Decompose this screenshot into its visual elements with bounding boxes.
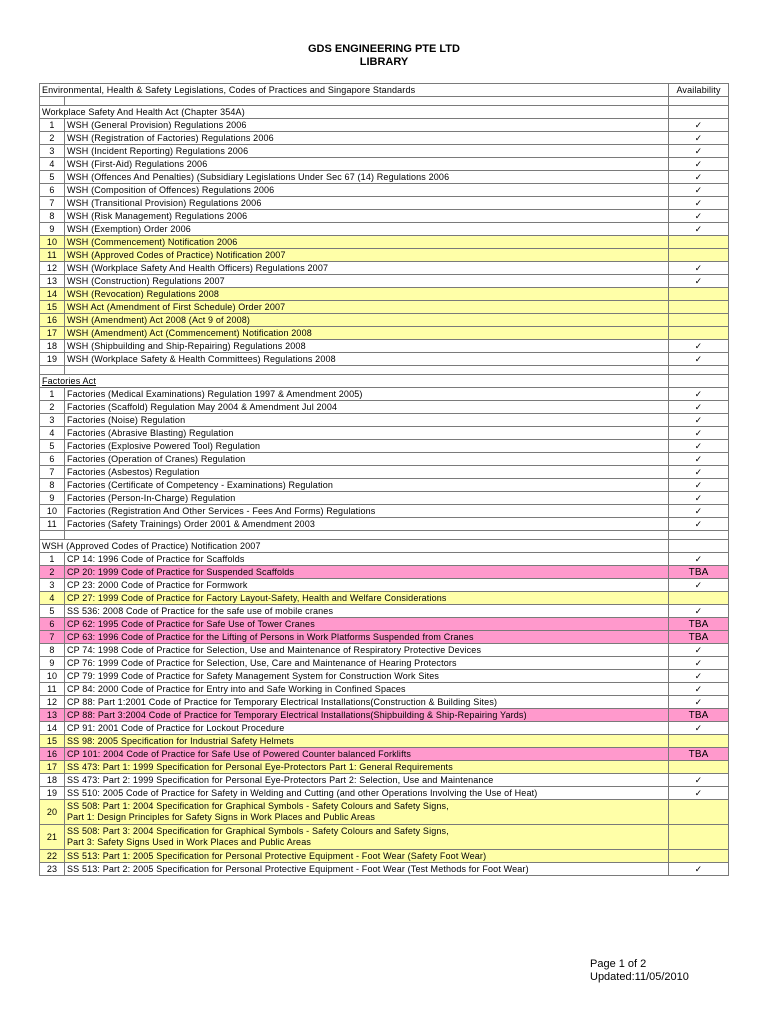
availability-check-icon: ✓: [669, 340, 729, 353]
row-description: WSH (Approved Codes of Practice) Notification 2007: [65, 249, 669, 262]
availability-tba: TBA: [669, 566, 729, 579]
table-row: [40, 505, 729, 518]
library-table: [39, 83, 729, 876]
availability-empty: [669, 288, 729, 301]
row-number: 18: [40, 340, 65, 353]
row-description: SS 510: 2005 Code of Practice for Safety in Welding and Cutting (and other Operations Involving the Use of Heat): [65, 787, 669, 800]
table-row: [40, 314, 729, 327]
availability-check-icon: ✓: [669, 223, 729, 236]
empty-cell: [669, 540, 729, 553]
availability-empty: [669, 800, 729, 825]
row-description: WSH (Construction) Regulations 2007: [65, 275, 669, 288]
table-row: [40, 427, 729, 440]
availability-check-icon: ✓: [669, 262, 729, 275]
section-title: WSH (Approved Codes of Practice) Notification 2007: [40, 540, 669, 553]
table-row: [40, 774, 729, 787]
availability-check-icon: ✓: [669, 466, 729, 479]
row-description: Factories (Person-In-Charge) Regulation: [65, 492, 669, 505]
row-description: Factories (Registration And Other Services - Fees And Forms) Regulations: [65, 505, 669, 518]
table-row: [40, 787, 729, 800]
row-number: 4: [40, 427, 65, 440]
row-number: 20: [40, 800, 65, 825]
empty-cell: [40, 97, 65, 106]
empty-cell: [65, 366, 669, 375]
row-description: CP 27: 1999 Code of Practice for Factory Layout-Safety, Health and Welfare Considerations: [65, 592, 669, 605]
availability-tba: TBA: [669, 631, 729, 644]
row-number: 8: [40, 479, 65, 492]
availability-check-icon: ✓: [669, 505, 729, 518]
table-row: [40, 223, 729, 236]
availability-check-icon: ✓: [669, 670, 729, 683]
table-row: [40, 605, 729, 618]
row-description: WSH (Revocation) Regulations 2008: [65, 288, 669, 301]
row-description: WSH (Amendment) Act 2008 (Act 9 of 2008): [65, 314, 669, 327]
availability-check-icon: ✓: [669, 579, 729, 592]
page-header: [0, 43, 768, 69]
table-row: [40, 301, 729, 314]
row-description: CP 62: 1995 Code of Practice for Safe Use of Tower Cranes: [65, 618, 669, 631]
row-description: Factories (Safety Trainings) Order 2001 & Amendment 2003: [65, 518, 669, 531]
table-row: [40, 275, 729, 288]
row-number: 8: [40, 210, 65, 223]
row-description: [65, 825, 669, 850]
spacer-row: [40, 97, 729, 106]
availability-tba: TBA: [669, 709, 729, 722]
table-row: [40, 288, 729, 301]
availability-check-icon: ✓: [669, 657, 729, 670]
row-description: [65, 800, 669, 825]
availability-check-icon: ✓: [669, 644, 729, 657]
row-description: CP 14: 1996 Code of Practice for Scaffolds: [65, 553, 669, 566]
availability-check-icon: ✓: [669, 774, 729, 787]
table-header-row: [40, 84, 729, 97]
table-row: [40, 479, 729, 492]
availability-check-icon: ✓: [669, 453, 729, 466]
table-row: [40, 119, 729, 132]
row-number: 14: [40, 722, 65, 735]
table-row: [40, 735, 729, 748]
row-number: 4: [40, 592, 65, 605]
row-description: WSH (Amendment) Act (Commencement) Notification 2008: [65, 327, 669, 340]
availability-check-icon: ✓: [669, 145, 729, 158]
section-header-row: [40, 540, 729, 553]
row-description: WSH (General Provision) Regulations 2006: [65, 119, 669, 132]
availability-tba: TBA: [669, 748, 729, 761]
table-row: [40, 566, 729, 579]
table-row: [40, 453, 729, 466]
table-row: [40, 210, 729, 223]
row-description: CP 101: 2004 Code of Practice for Safe Use of Powered Counter balanced Forklifts: [65, 748, 669, 761]
table-row: [40, 145, 729, 158]
table-row: [40, 761, 729, 774]
availability-tba: TBA: [669, 618, 729, 631]
availability-check-icon: ✓: [669, 119, 729, 132]
row-number: 17: [40, 327, 65, 340]
table-row: [40, 670, 729, 683]
availability-check-icon: ✓: [669, 683, 729, 696]
availability-check-icon: ✓: [669, 388, 729, 401]
row-description: CP 88: Part 3:2004 Code of Practice for Temporary Electrical Installations(Shipbuilding & Ship-Repairing Yards): [65, 709, 669, 722]
spacer-row: [40, 531, 729, 540]
availability-check-icon: ✓: [669, 863, 729, 876]
availability-check-icon: ✓: [669, 787, 729, 800]
table-row: [40, 132, 729, 145]
row-description: WSH (Offences And Penalties) (Subsidiary Legislations Under Sec 67 (14) Regulations 2006: [65, 171, 669, 184]
row-description: WSH (Transitional Provision) Regulations 2006: [65, 197, 669, 210]
table-row: [40, 592, 729, 605]
company-name: GDS ENGINEERING PTE LTD: [308, 43, 460, 55]
row-description: CP 76: 1999 Code of Practice for Selection, Use, Care and Maintenance of Hearing Protectors: [65, 657, 669, 670]
availability-empty: [669, 735, 729, 748]
row-number: 7: [40, 631, 65, 644]
table-row: [40, 518, 729, 531]
row-number: 2: [40, 566, 65, 579]
availability-check-icon: ✓: [669, 479, 729, 492]
table-row: [40, 249, 729, 262]
availability-check-icon: ✓: [669, 427, 729, 440]
row-number: 8: [40, 644, 65, 657]
availability-empty: [669, 236, 729, 249]
availability-check-icon: ✓: [669, 184, 729, 197]
empty-cell: [40, 531, 65, 540]
table-title: Environmental, Health & Safety Legislations, Codes of Practices and Singapore Standards: [40, 84, 669, 97]
table-row: [40, 340, 729, 353]
table-row: [40, 184, 729, 197]
availability-empty: [669, 850, 729, 863]
table-row: [40, 492, 729, 505]
table-row: [40, 466, 729, 479]
row-description: CP 20: 1999 Code of Practice for Suspended Scaffolds: [65, 566, 669, 579]
row-description-line: SS 508: Part 3: 2004 Specification for Graphical Symbols - Safety Colours and Safety Signs,: [67, 826, 449, 836]
row-number: 10: [40, 236, 65, 249]
availability-check-icon: ✓: [669, 353, 729, 366]
row-number: 18: [40, 774, 65, 787]
row-description: WSH (Exemption) Order 2006: [65, 223, 669, 236]
row-number: 5: [40, 605, 65, 618]
row-number: 3: [40, 145, 65, 158]
row-description-line: Part 3: Safety Signs Used in Work Places and Public Areas: [67, 837, 311, 847]
table-row: [40, 353, 729, 366]
page-number: Page 1 of 2: [590, 958, 647, 970]
empty-cell: [669, 106, 729, 119]
availability-check-icon: ✓: [669, 553, 729, 566]
availability-empty: [669, 314, 729, 327]
row-number: 10: [40, 505, 65, 518]
row-number: 14: [40, 288, 65, 301]
table-row: [40, 748, 729, 761]
row-number: 9: [40, 223, 65, 236]
row-number: 16: [40, 748, 65, 761]
row-number: 16: [40, 314, 65, 327]
row-description: WSH (Registration of Factories) Regulations 2006: [65, 132, 669, 145]
row-number: 7: [40, 197, 65, 210]
section-header-row: [40, 375, 729, 388]
table-row: [40, 696, 729, 709]
row-number: 22: [40, 850, 65, 863]
row-number: 12: [40, 262, 65, 275]
empty-cell: [65, 531, 669, 540]
row-number: 17: [40, 761, 65, 774]
row-number: 9: [40, 657, 65, 670]
table-row: [40, 553, 729, 566]
row-description: SS 473: Part 2: 1999 Specification for Personal Eye-Protectors Part 2: Selection, Use and Maintenance: [65, 774, 669, 787]
availability-check-icon: ✓: [669, 132, 729, 145]
row-description: SS 513: Part 2: 2005 Specification for Personal Protective Equipment - Foot Wear (Test Methods for Foot Wear): [65, 863, 669, 876]
availability-check-icon: ✓: [669, 171, 729, 184]
availability-empty: [669, 327, 729, 340]
row-number: 3: [40, 414, 65, 427]
empty-cell: [669, 375, 729, 388]
row-description-line: SS 508: Part 1: 2004 Specification for Graphical Symbols - Safety Colours and Safety Signs,: [67, 801, 449, 811]
empty-cell: [40, 366, 65, 375]
row-description: WSH (Workplace Safety & Health Committees) Regulations 2008: [65, 353, 669, 366]
table-row: [40, 579, 729, 592]
table-row: [40, 171, 729, 184]
availability-check-icon: ✓: [669, 197, 729, 210]
row-number: 2: [40, 132, 65, 145]
table-row: [40, 618, 729, 631]
row-description: WSH (First-Aid) Regulations 2006: [65, 158, 669, 171]
row-number: 1: [40, 553, 65, 566]
section-title: Factories Act: [40, 375, 669, 388]
document-subtitle: LIBRARY: [359, 56, 409, 68]
row-description: Factories (Explosive Powered Tool) Regulation: [65, 440, 669, 453]
availability-check-icon: ✓: [669, 275, 729, 288]
row-description-line: Part 1: Design Principles for Safety Signs in Work Places and Public Areas: [67, 812, 376, 822]
row-description: CP 74: 1998 Code of Practice for Selection, Use and Maintenance of Respiratory Protective Devices: [65, 644, 669, 657]
row-description: WSH (Incident Reporting) Regulations 2006: [65, 145, 669, 158]
row-description: WSH (Composition of Offences) Regulations 2006: [65, 184, 669, 197]
row-number: 1: [40, 388, 65, 401]
availability-header: Availability: [669, 84, 729, 97]
spacer-row: [40, 366, 729, 375]
row-description: Factories (Noise) Regulation: [65, 414, 669, 427]
table-row: [40, 850, 729, 863]
table-row: [40, 657, 729, 670]
row-description: Factories (Medical Examinations) Regulation 1997 & Amendment 2005): [65, 388, 669, 401]
row-number: 5: [40, 171, 65, 184]
row-description: WSH (Shipbuilding and Ship-Repairing) Regulations 2008: [65, 340, 669, 353]
row-number: 9: [40, 492, 65, 505]
table-row: [40, 262, 729, 275]
availability-empty: [669, 761, 729, 774]
row-number: 4: [40, 158, 65, 171]
empty-cell: [669, 97, 729, 106]
table-row: [40, 863, 729, 876]
row-number: 5: [40, 440, 65, 453]
table-row: [40, 825, 729, 850]
table-row: [40, 709, 729, 722]
row-description: SS 473: Part 1: 1999 Specification for Personal Eye-Protectors Part 1: General Requirements: [65, 761, 669, 774]
availability-check-icon: ✓: [669, 722, 729, 735]
section-title: Workplace Safety And Health Act (Chapter 354A): [40, 106, 669, 119]
row-number: 21: [40, 825, 65, 850]
row-description: WSH (Risk Management) Regulations 2006: [65, 210, 669, 223]
table-row: [40, 683, 729, 696]
row-description: SS 513: Part 1: 2005 Specification for Personal Protective Equipment - Foot Wear (Safety Foot Wear): [65, 850, 669, 863]
availability-check-icon: ✓: [669, 518, 729, 531]
row-description: WSH Act (Amendment of First Schedule) Order 2007: [65, 301, 669, 314]
row-description: Factories (Operation of Cranes) Regulation: [65, 453, 669, 466]
row-number: 11: [40, 683, 65, 696]
row-description: SS 536: 2008 Code of Practice for the safe use of mobile cranes: [65, 605, 669, 618]
row-number: 13: [40, 275, 65, 288]
row-description: CP 63: 1996 Code of Practice for the Lifting of Persons in Work Platforms Suspended from Cranes: [65, 631, 669, 644]
row-description: CP 84: 2000 Code of Practice for Entry into and Safe Working in Confined Spaces: [65, 683, 669, 696]
availability-empty: [669, 249, 729, 262]
row-description: CP 23: 2000 Code of Practice for Formwork: [65, 579, 669, 592]
row-number: 10: [40, 670, 65, 683]
table-row: [40, 800, 729, 825]
table-row: [40, 440, 729, 453]
row-description: CP 91: 2001 Code of Practice for Lockout Procedure: [65, 722, 669, 735]
row-number: 2: [40, 401, 65, 414]
row-description: Factories (Abrasive Blasting) Regulation: [65, 427, 669, 440]
availability-check-icon: ✓: [669, 605, 729, 618]
row-description: Factories (Certificate of Competency - Examinations) Regulation: [65, 479, 669, 492]
row-number: 3: [40, 579, 65, 592]
table-row: [40, 327, 729, 340]
table-row: [40, 631, 729, 644]
row-description: Factories (Scaffold) Regulation May 2004 & Amendment Jul 2004: [65, 401, 669, 414]
row-number: 6: [40, 618, 65, 631]
row-number: 15: [40, 735, 65, 748]
table-row: [40, 414, 729, 427]
empty-cell: [669, 366, 729, 375]
table-row: [40, 197, 729, 210]
table-row: [40, 236, 729, 249]
section-header-row: [40, 106, 729, 119]
row-number: 11: [40, 518, 65, 531]
row-number: 6: [40, 184, 65, 197]
row-description: Factories (Asbestos) Regulation: [65, 466, 669, 479]
updated-date: Updated:11/05/2010: [590, 971, 689, 983]
row-number: 11: [40, 249, 65, 262]
table-row: [40, 722, 729, 735]
availability-check-icon: ✓: [669, 696, 729, 709]
row-description: CP 79: 1999 Code of Practice for Safety Management System for Construction Work Sites: [65, 670, 669, 683]
row-number: 1: [40, 119, 65, 132]
row-description: WSH (Commencement) Notification 2006: [65, 236, 669, 249]
row-description: SS 98: 2005 Specification for Industrial Safety Helmets: [65, 735, 669, 748]
availability-check-icon: ✓: [669, 401, 729, 414]
row-number: 23: [40, 863, 65, 876]
empty-cell: [669, 531, 729, 540]
availability-check-icon: ✓: [669, 492, 729, 505]
row-description: WSH (Workplace Safety And Health Officers) Regulations 2007: [65, 262, 669, 275]
table-row: [40, 388, 729, 401]
row-description: CP 88: Part 1:2001 Code of Practice for Temporary Electrical Installations(Construction & Building Sites): [65, 696, 669, 709]
empty-cell: [65, 97, 669, 106]
row-number: 19: [40, 787, 65, 800]
row-number: 15: [40, 301, 65, 314]
row-number: 19: [40, 353, 65, 366]
table-row: [40, 158, 729, 171]
row-number: 13: [40, 709, 65, 722]
availability-check-icon: ✓: [669, 158, 729, 171]
availability-check-icon: ✓: [669, 414, 729, 427]
row-number: 12: [40, 696, 65, 709]
table-row: [40, 401, 729, 414]
availability-empty: [669, 592, 729, 605]
table-row: [40, 644, 729, 657]
row-number: 6: [40, 453, 65, 466]
availability-empty: [669, 825, 729, 850]
availability-empty: [669, 301, 729, 314]
availability-check-icon: ✓: [669, 440, 729, 453]
availability-check-icon: ✓: [669, 210, 729, 223]
row-number: 7: [40, 466, 65, 479]
